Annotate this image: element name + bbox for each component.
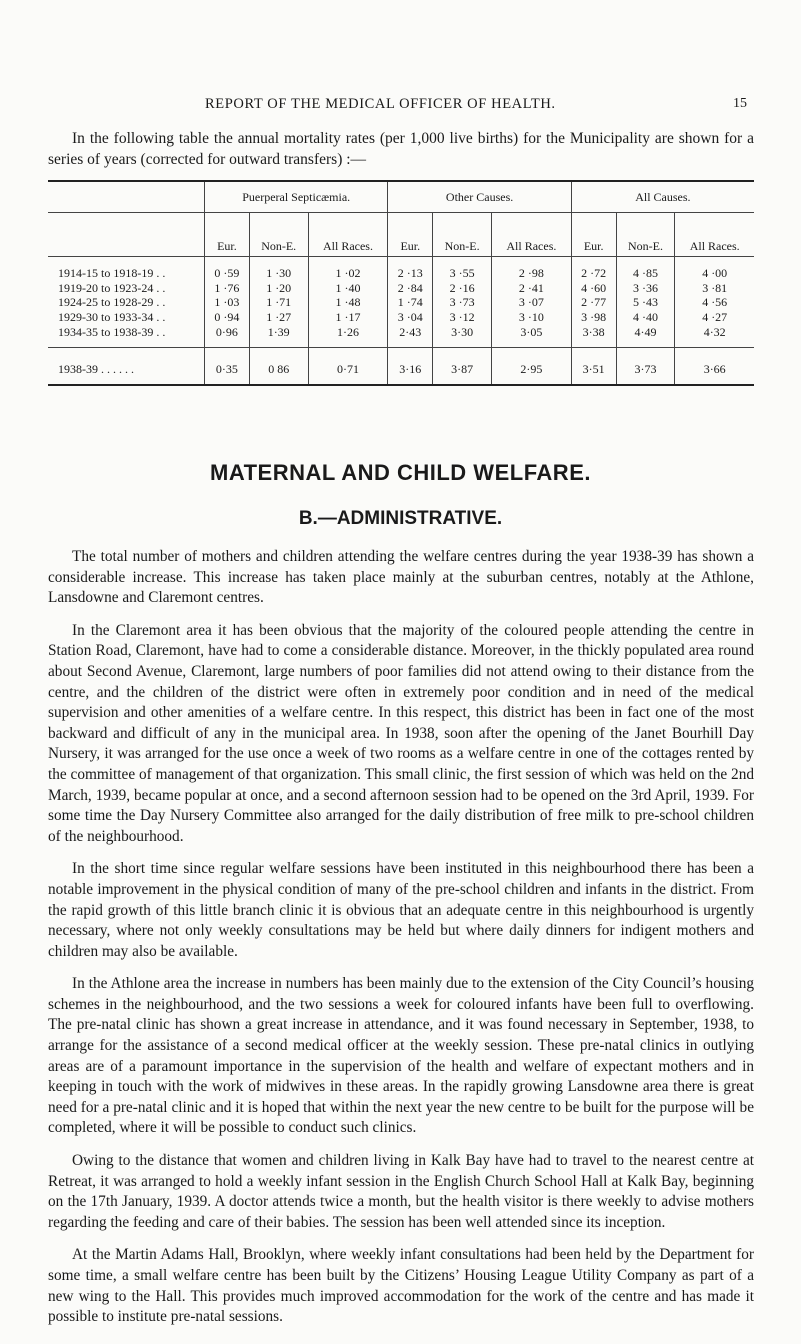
- rate-cell: 0·71: [308, 347, 388, 384]
- table-subheader-row: [48, 213, 754, 257]
- rate-cell: 3·05: [491, 324, 571, 347]
- subheader-cell: Eur.: [388, 213, 433, 257]
- rate-cell: 1 ·20: [249, 281, 308, 296]
- period-cell: 1929-30 to 1933-34 . .: [58, 310, 166, 325]
- rate-cell: 3·51: [571, 347, 616, 384]
- table-row: [48, 281, 754, 296]
- table-row: [48, 295, 754, 310]
- rate-cell: 1 ·02: [308, 257, 388, 281]
- rate-cell: 5 ·43: [616, 295, 675, 310]
- rate-cell: 1 ·71: [249, 295, 308, 310]
- rate-cell: 3·73: [616, 347, 675, 384]
- rate-cell: 2 ·16: [433, 281, 492, 296]
- period-cell: 1934-35 to 1938-39 . .: [58, 324, 166, 339]
- period-cell: 1924-25 to 1928-29 . .: [58, 295, 166, 310]
- subheader-cell: Eur.: [205, 213, 250, 257]
- rate-cell: 1 ·48: [308, 295, 388, 310]
- rate-cell: 2 ·84: [388, 281, 433, 296]
- period-cell: 1914-15 to 1918-19 . .: [58, 266, 166, 281]
- period-cell: 1938-39 . . . . . .: [48, 347, 205, 384]
- subsection-title: B.—ADMINISTRATIVE.: [298, 508, 503, 529]
- rate-cell: 2 ·72: [571, 257, 616, 281]
- section-title: MATERNAL AND CHILD WELFARE.: [210, 460, 591, 485]
- rate-cell: 3 ·98: [571, 310, 616, 325]
- rate-cell: 0 ·59: [205, 257, 250, 281]
- rate-cell: 2 ·13: [388, 257, 433, 281]
- rate-cell: 1 ·27: [249, 310, 308, 325]
- rate-cell: 3 ·04: [388, 310, 433, 325]
- body-text: [48, 547, 754, 1340]
- rate-cell: 4·32: [675, 324, 754, 347]
- table-row: [48, 310, 754, 325]
- rate-cell: 1·39: [249, 324, 308, 347]
- rate-cell: 0·35: [205, 347, 250, 384]
- rate-cell: 0 86: [249, 347, 308, 384]
- rate-cell: 0·96: [205, 324, 250, 347]
- period-cell: 1919-20 to 1923-24 . .: [58, 280, 166, 295]
- rate-cell: 4 ·85: [616, 257, 675, 281]
- rate-cell: 3 ·12: [433, 310, 492, 325]
- table-row: [48, 257, 754, 281]
- group-header-puerperal: Puerperal Septicæmia.: [205, 181, 388, 213]
- paragraph: In the short time since regular welfare sessions have been instituted in this neighbourhood there has been a notable improvement in the physical condition of many of the pre-school children and infants in the district. From the rapid growth of this little branch clinic it is obvious that an adequate centre in this neighbourhood is urgently necessary, where not only weekly consultations may be held but where daily dinners for indigent mothers and children may also be available.: [48, 860, 754, 960]
- rate-cell: 1 ·30: [249, 257, 308, 281]
- rate-cell: 1 ·74: [388, 295, 433, 310]
- table-intro: In the following table the annual mortality rates (per 1,000 live births) for the Municipality are shown for a series of years (corrected for outward transfers) :—: [48, 130, 754, 168]
- rate-cell: 1 ·40: [308, 281, 388, 296]
- mortality-rates-table: [48, 180, 754, 386]
- rate-cell: 1 ·17: [308, 310, 388, 325]
- paragraph: In the Claremont area it has been obvious that the majority of the coloured people attending the centre in Station Road, Claremont, have had to come a considerable distance. Moreover, in the thickly populated area round about Second Avenue, Claremont, large numbers of poor families did not attend owing to their distance from the centre, and the children of the district were often in extremely poor condition and in need of the medical supervision and other amenities of a welfare centre. In this respect, this district has been in fact one of the most backward and difficult of any in the municipal area. In 1938, soon after the opening of the Janet Bourhill Day Nursery, it was arranged for the use once a week of two rooms as a welfare centre in one of the cottages rented by the committee of management of that organization. This small clinic, the first session of which was held on the 2nd March, 1939, became popular at once, and a second afternoon session had to be opened on the 3rd April, 1939. For some time the Day Nursery Committee also arranged for the daily distribution of free milk to pre-school children of the neighbourhood.: [48, 621, 754, 845]
- group-header-other: Other Causes.: [388, 181, 571, 213]
- rate-cell: 0 ·94: [205, 310, 250, 325]
- group-header-all: All Causes.: [571, 181, 754, 213]
- rate-cell: 4 ·00: [675, 257, 754, 281]
- rate-cell: 2·95: [491, 347, 571, 384]
- subheader-cell: Non-E.: [249, 213, 308, 257]
- running-title: REPORT OF THE MEDICAL OFFICER OF HEALTH.: [205, 96, 556, 112]
- rate-cell: 3·30: [433, 324, 492, 347]
- rate-cell: 3·87: [433, 347, 492, 384]
- subheader-cell: Non-E.: [433, 213, 492, 257]
- paragraph: The total number of mothers and children attending the welfare centres during the year 1938-39 has shown a considerable increase. This increase has taken place mainly at the suburban centres, notably at the Athlone, Lansdowne and Claremont centres.: [48, 548, 754, 607]
- rate-cell: 1 ·76: [205, 281, 250, 296]
- rate-cell: 3 ·73: [433, 295, 492, 310]
- rate-cell: 1 ·03: [205, 295, 250, 310]
- page-header: [0, 96, 801, 116]
- rate-cell: 4·49: [616, 324, 675, 347]
- paragraph: In the Athlone area the increase in numbers has been mainly due to the extension of the City Council’s housing schemes in the neighbourhood, and the two sessions a week for coloured infants have been full to overflowing. The pre-natal clinic has shown a great increase in attendance, and it was found necessary in September, 1938, to arrange for the assistance of a second medical officer at the weekly session. These pre-natal clinics in outlying areas are of a paramount importance in the supervision of the health and welfare of expectant mothers and in keeping in touch with the work of midwives in these areas. In the rapidly growing Lansdowne area there is great need for a pre-natal clinic and it is hoped that within the next year the new centre to be built for the purpose will be completed, where it will be possible to conduct such clinics.: [48, 975, 754, 1137]
- rate-cell: 4 ·60: [571, 281, 616, 296]
- period-subheader: [48, 213, 205, 257]
- paragraph: Owing to the distance that women and children living in Kalk Bay have had to travel to the nearest centre at Retreat, it was arranged to hold a weekly infant session in the English Church School Hall at Kalk Bay, beginning on the 17th January, 1939. A doctor attends twice a month, but the health visitor is there weekly to advise mothers regarding the feeding and care of their babies. The session has been well attended since its inception.: [48, 1152, 754, 1231]
- period-header: [48, 181, 205, 213]
- rate-cell: 1·26: [308, 324, 388, 347]
- rate-cell: 3 ·36: [616, 281, 675, 296]
- rate-cell: 2·43: [388, 324, 433, 347]
- rate-cell: 4 ·27: [675, 310, 754, 325]
- rate-cell: 3·66: [675, 347, 754, 384]
- subheader-cell: All Races.: [308, 213, 388, 257]
- rate-cell: 2 ·98: [491, 257, 571, 281]
- rate-cell: 2 ·77: [571, 295, 616, 310]
- table-row: [48, 324, 754, 347]
- rate-cell: 3·38: [571, 324, 616, 347]
- rate-cell: 3 ·55: [433, 257, 492, 281]
- subheader-cell: All Races.: [491, 213, 571, 257]
- rate-cell: 3·16: [388, 347, 433, 384]
- table-row: [48, 347, 754, 384]
- subheader-cell: All Races.: [675, 213, 754, 257]
- rate-cell: 3 ·10: [491, 310, 571, 325]
- subheader-cell: Non-E.: [616, 213, 675, 257]
- rate-cell: 3 ·07: [491, 295, 571, 310]
- paragraph: At the Martin Adams Hall, Brooklyn, where weekly infant consultations had been held by the Department for some time, a small welfare centre has been built by the Citizens’ Housing League Utility Company as part of a new wing to the Hall. This provides much improved accommodation for the work of the centre and has made it possible to institute pre-natal sessions.: [48, 1246, 754, 1326]
- rate-cell: 4 ·56: [675, 295, 754, 310]
- subheader-cell: Eur.: [571, 213, 616, 257]
- rate-cell: 2 ·41: [491, 281, 571, 296]
- page-number: 15: [733, 96, 747, 111]
- table-group-header-row: [48, 181, 754, 213]
- rate-cell: 3 ·81: [675, 281, 754, 296]
- rate-cell: 4 ·40: [616, 310, 675, 325]
